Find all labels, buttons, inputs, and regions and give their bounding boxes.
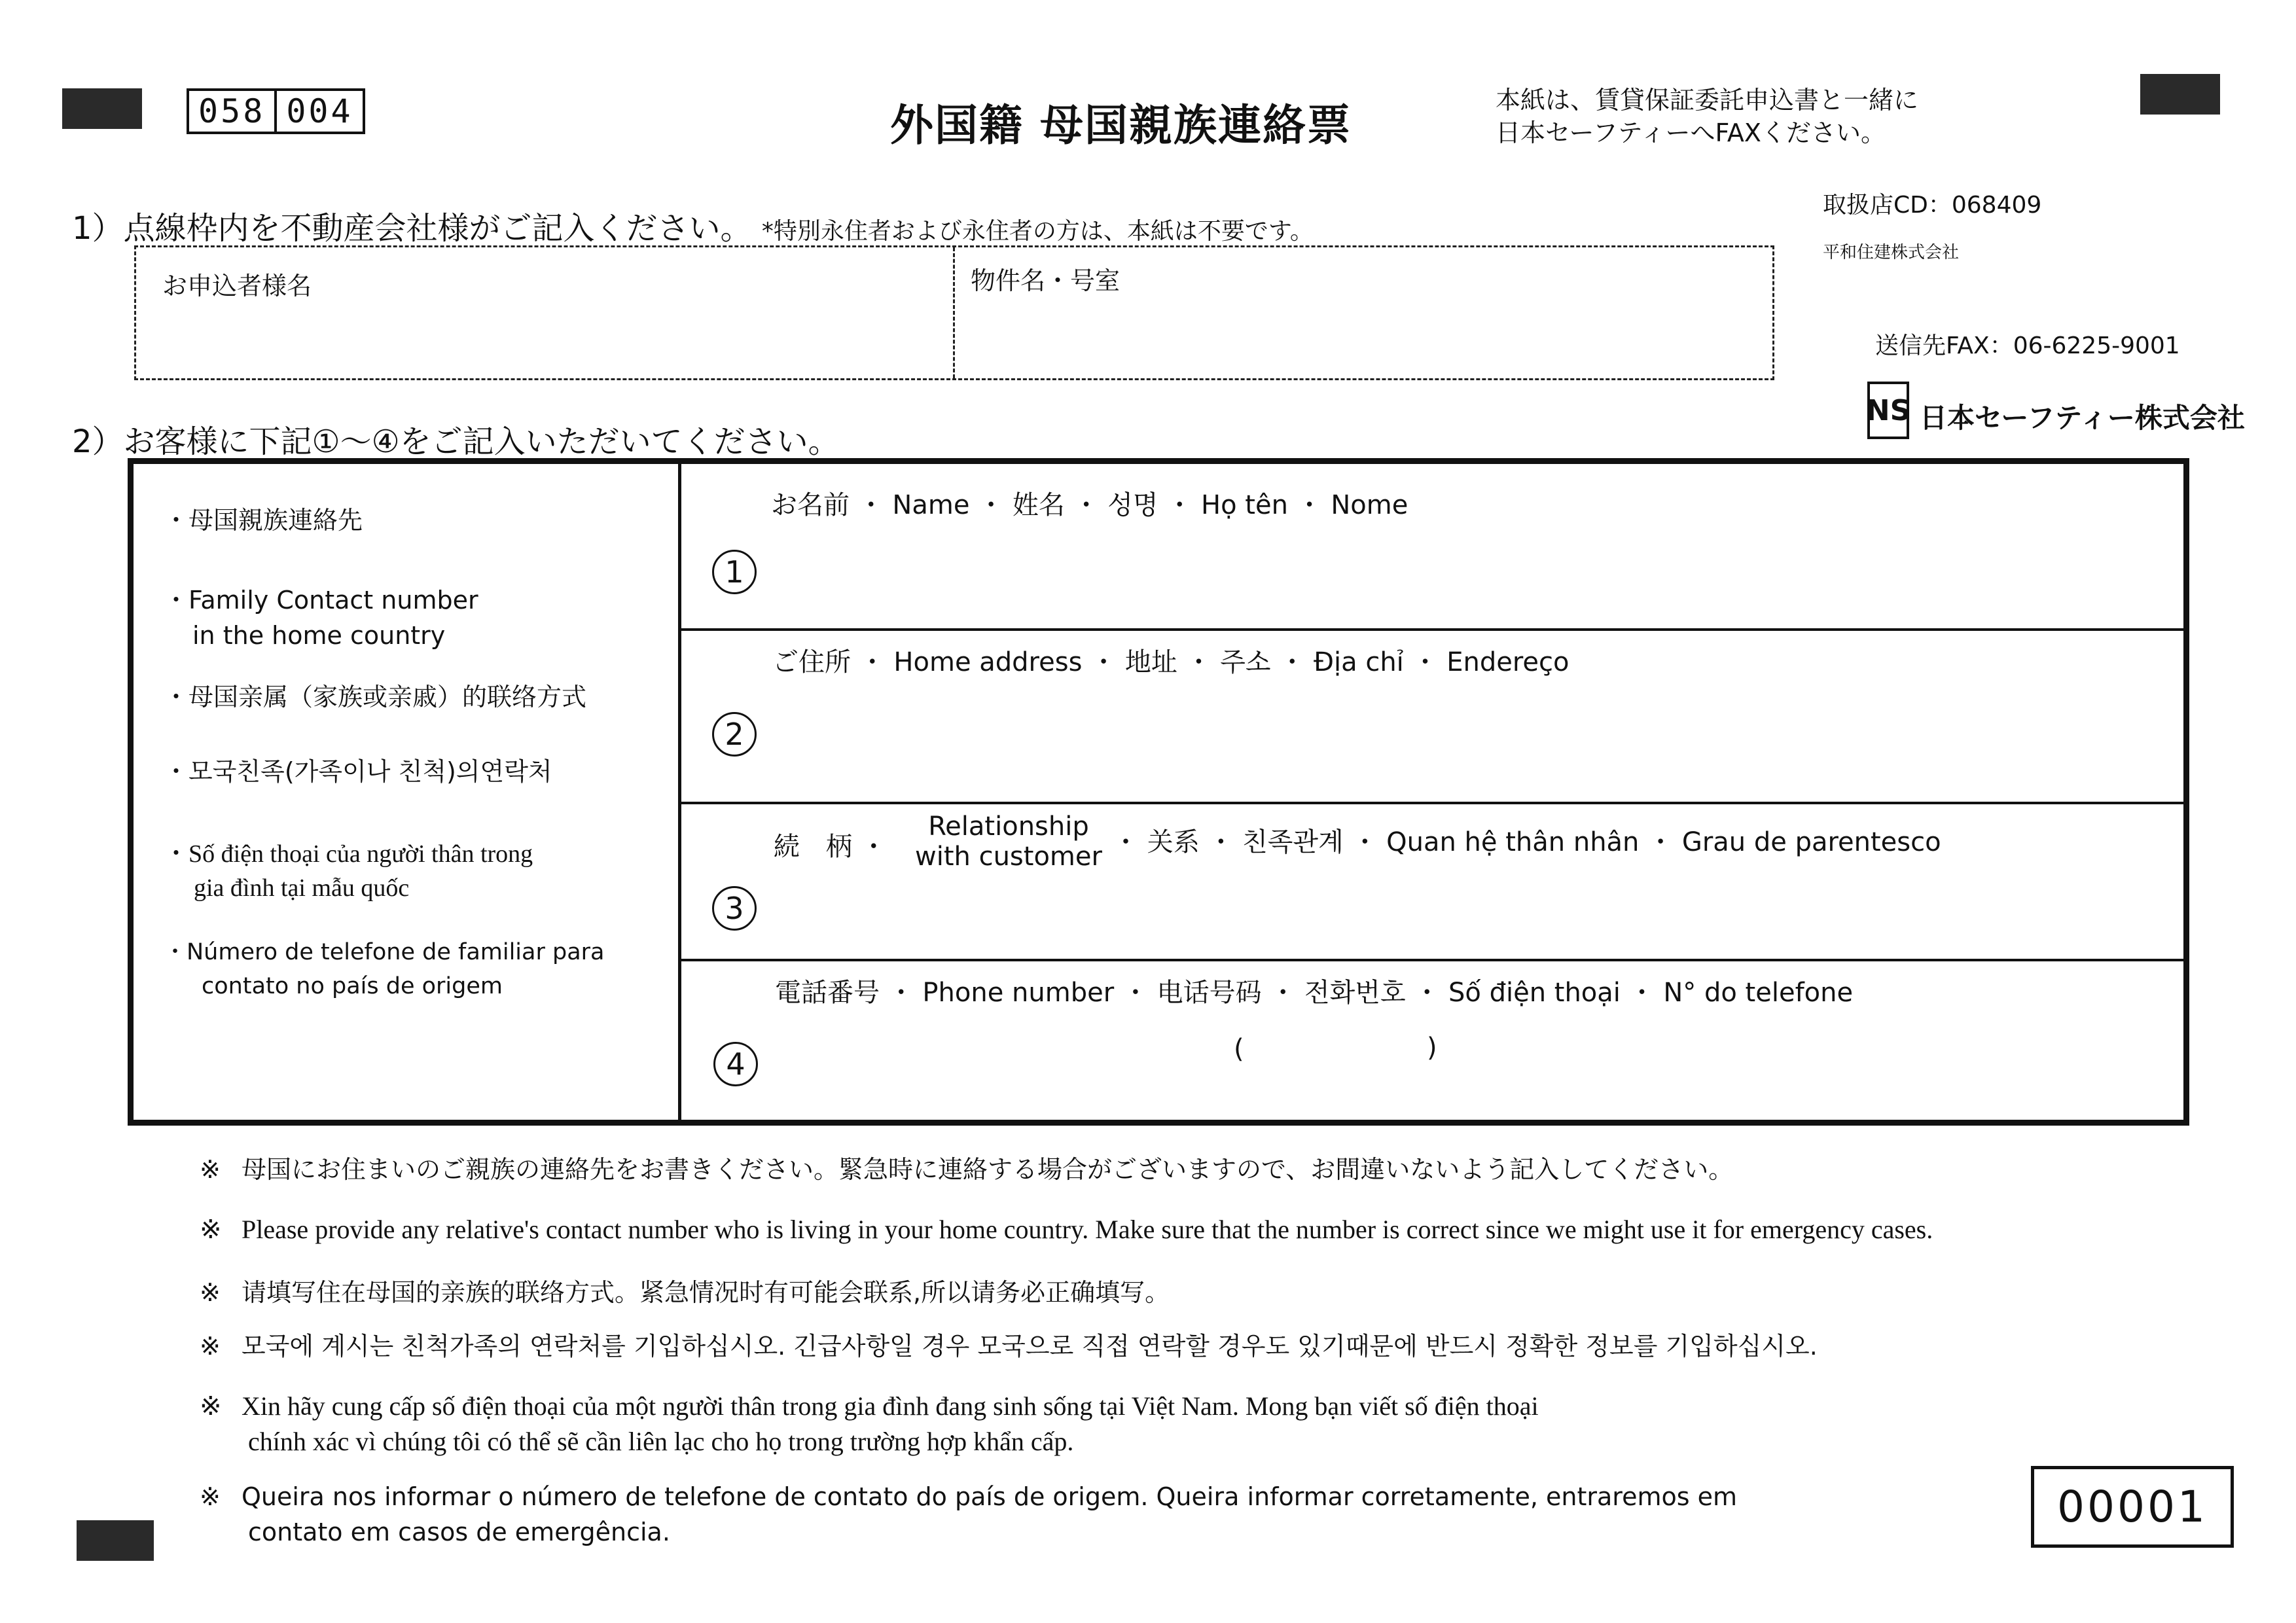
notice-zh-text: 请填写住在母国的亲族的联络方式。紧急情况时有可能会联系,所以请务必正确填写。 <box>242 1278 1170 1307</box>
home-address-field[interactable] <box>766 681 2173 795</box>
notice-ja-mark: ※ <box>200 1155 221 1184</box>
registration-marker-bottom-left <box>77 1520 154 1561</box>
property-name-label: 物件名・号室 <box>971 266 1121 295</box>
left-item-ja: ・母国親族連絡先 <box>164 506 363 535</box>
realtor-box-divider <box>953 247 955 378</box>
shop-code: 取扱店CD：068409 <box>1823 192 2042 219</box>
left-item-vi-1: ・Số điện thoại của người thân trong <box>164 840 533 868</box>
relationship-field[interactable] <box>766 870 2173 952</box>
notice-vi-line-1: Xin hãy cung cấp số điện thoại của một người thân trong gia đình đang sinh sống tại Việt Nam. Mong bạn viết số điện thoại <box>242 1391 1539 1421</box>
notice-zh <box>200 1275 1170 1310</box>
notice-ko <box>200 1329 1818 1364</box>
notice-pt <box>200 1479 1737 1550</box>
row-4-label: 電話番号 ・ Phone number ・ 电话号码 ・ 전화번호 ・ Số điện thoại ・ N° do telefone <box>775 978 1854 1008</box>
realtor-entry-box <box>134 245 1774 380</box>
row-3-label-suffix: ・ 关系 ・ 친족관계 ・ Quan hệ thân nhân ・ Grau de parentesco <box>1113 827 1941 857</box>
notice-en-mark: ※ <box>200 1215 222 1244</box>
notice-zh-mark: ※ <box>200 1278 221 1307</box>
table-column-divider <box>678 464 681 1120</box>
fax-note-line-1: 本紙は、賃貸保証委託申込書と一緒に <box>1496 86 1919 115</box>
phone-number-field[interactable] <box>766 1014 2173 1113</box>
left-item-vi-2: gia đình tại mẫu quốc <box>194 874 410 902</box>
row-3-label-prefix: 続 柄 ・ <box>774 832 887 862</box>
phone-paren-open: ( <box>1234 1034 1244 1064</box>
left-item-zh: ・母国亲属（家族或亲戚）的联络方式 <box>164 683 587 711</box>
fax-note-line-2: 日本セーフティーへFAXください。 <box>1496 118 1886 147</box>
form-code-right: 004 <box>286 92 353 130</box>
notice-en <box>200 1212 1933 1247</box>
table-row-divider-3 <box>681 959 2183 961</box>
form-code-left: 058 <box>198 92 266 130</box>
left-item-pt-2: contato no país de origem <box>202 973 503 999</box>
notice-pt-mark: ※ <box>200 1482 221 1511</box>
notice-vi <box>200 1389 1539 1459</box>
form-title: 外国籍 母国親族連絡票 <box>890 100 1352 151</box>
company-logo-icon: NS <box>1867 382 1909 439</box>
notice-pt-line-2: contato em casos de emergência. <box>248 1518 670 1546</box>
section-1-heading-text: 1）点線枠内を不動産会社様がご記入ください。 <box>72 210 752 247</box>
name-field[interactable] <box>766 524 2173 622</box>
applicant-name-field[interactable] <box>143 300 1079 372</box>
notice-ko-mark: ※ <box>200 1332 221 1361</box>
registration-marker-top-left <box>62 88 142 129</box>
row-2-number: 2 <box>712 712 757 757</box>
section-2-heading: 2）お客様に下記①～④をご記入いただいてください。 <box>72 423 840 460</box>
section-1-note: *特別永住者および永住者の方は、本紙は不要です。 <box>761 218 1314 245</box>
row-3-relationship-line-1: Relationship <box>928 812 1089 842</box>
row-3-relationship-line-2: with customer <box>915 842 1102 872</box>
registration-marker-top-right <box>2140 74 2220 115</box>
left-item-pt-1: ・Número de telefone de familiar para <box>164 939 605 965</box>
row-2-label: ご住所 ・ Home address ・ 地址 ・ 주소 ・ Địa chỉ ・ Endereço <box>772 647 1570 677</box>
table-row-divider-2 <box>681 802 2183 804</box>
left-item-ko: ・모국친족(가족이나 친척)의연락처 <box>164 757 552 786</box>
notice-vi-line-2: chính xác vì chúng tôi có thể sẽ cần liên lạc cho họ trong trường hợp khẩn cấp. <box>248 1427 1074 1456</box>
applicant-name-label: お申込者様名 <box>162 272 312 300</box>
shop-name: 平和住建株式会社 <box>1823 243 1960 262</box>
row-3-label-relationship <box>915 812 1102 872</box>
left-item-en-1: ・Family Contact number <box>164 586 478 615</box>
form-code-box <box>187 88 365 134</box>
left-item-en-2: in the home country <box>192 621 446 650</box>
company-logo-text: 日本セーフティー株式会社 <box>1920 402 2245 434</box>
serial-number-box: 00001 <box>2031 1466 2234 1548</box>
notice-ja-text: 母国にお住まいのご親族の連絡先をお書きください。緊急時に連絡する場合がございますので、お間違いないよう記入してください。 <box>242 1155 1734 1184</box>
notice-pt-line-1: Queira nos informar o número de telefone de contato do país de origem. Queira informar corretamente, entraremos em <box>242 1482 1738 1511</box>
phone-paren-close: ) <box>1427 1033 1437 1063</box>
destination-fax: 送信先FAX：06-6225-9001 <box>1875 332 2180 359</box>
section-1-heading <box>72 203 1314 248</box>
row-3-number: 3 <box>712 886 757 931</box>
notice-vi-mark: ※ <box>200 1391 222 1421</box>
notice-ko-text: 모국에 계시는 친척가족의 연락처를 기입하십시오. 긴급사항일 경우 모국으로 직접 연락할 경우도 있기때문에 반드시 정확한 정보를 기입하십시오. <box>242 1332 1818 1361</box>
row-1-label: お名前 ・ Name ・ 姓名 ・ 성명 ・ Họ tên ・ Nome <box>771 490 1408 520</box>
table-row-divider-1 <box>681 628 2183 631</box>
notice-en-text: Please provide any relative's contact number who is living in your home country. Make sure that the number is correct since we might use it for emergency cases. <box>242 1215 1933 1244</box>
property-name-field[interactable] <box>964 300 1763 372</box>
row-4-number: 4 <box>713 1042 758 1086</box>
fax-instruction-note <box>1496 84 1918 149</box>
notice-ja <box>200 1152 1733 1187</box>
row-1-number: 1 <box>712 550 757 594</box>
